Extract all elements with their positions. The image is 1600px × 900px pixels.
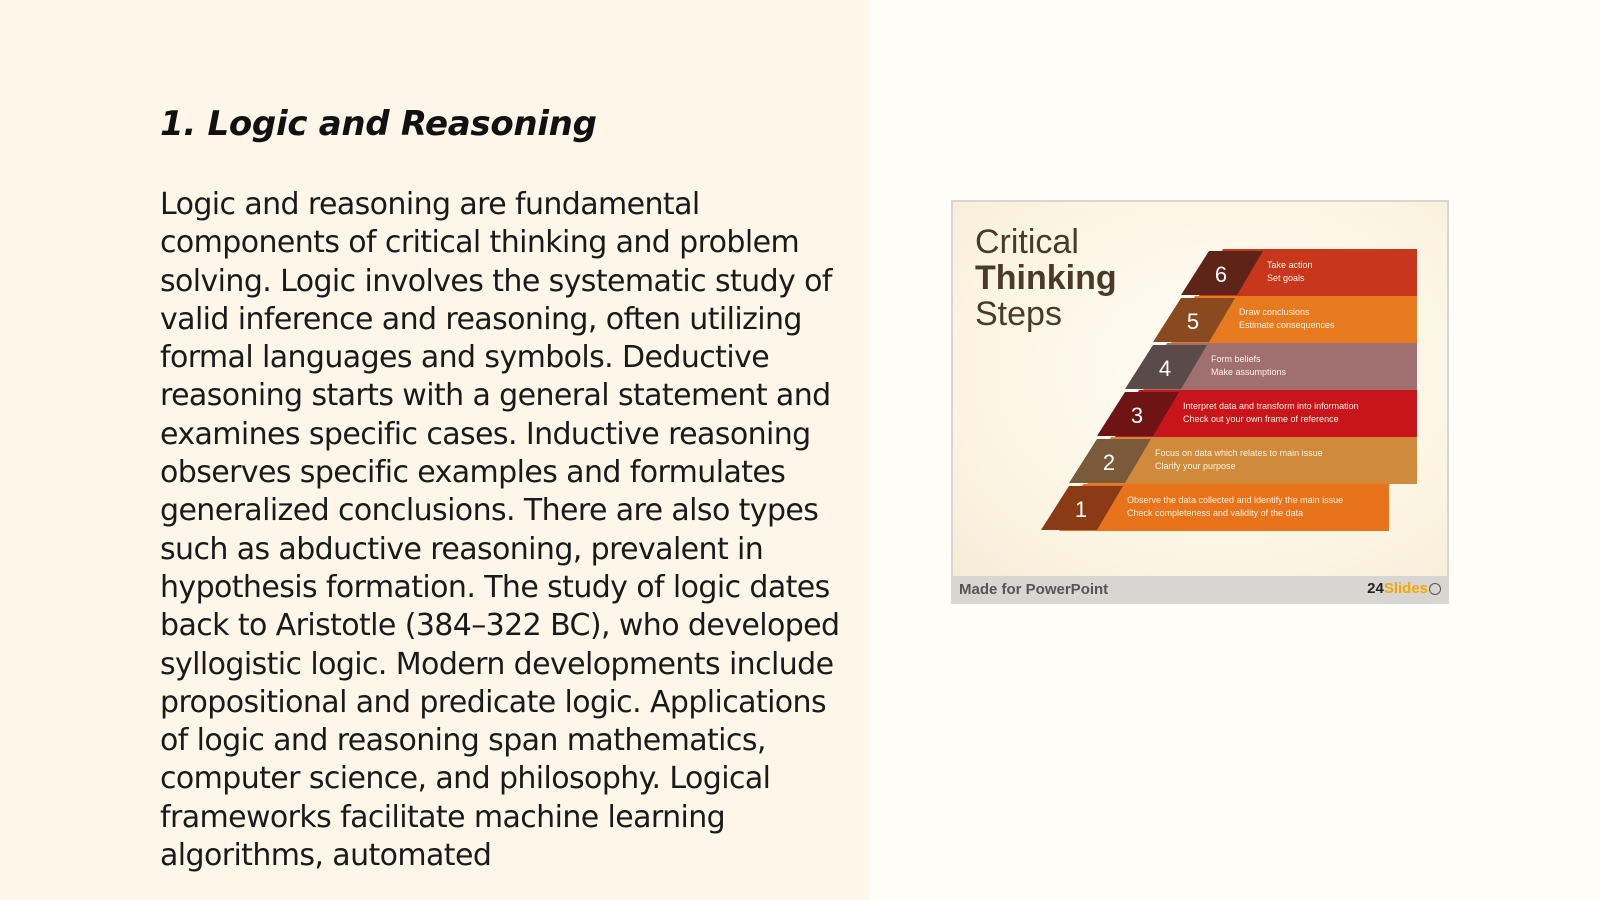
- step-number: 5: [1186, 309, 1200, 334]
- step-number: 2: [1102, 450, 1116, 475]
- figure-title-line3: Steps: [975, 295, 1062, 333]
- step-1: [1041, 484, 1389, 531]
- figure-title-line2: Thinking: [975, 259, 1117, 297]
- body-paragraph: Logic and reasoning are fundamental components of critical thinking and problem solving. Logic involves the systematic study of valid inference and reasoning, often utilizing formal languages and symbols. Deductive reasoning starts with a general statement and examines specific cases. Inductive reasoning observes specific examples and formulates generalized conclusions. There are also types such as abductive reasoning, prevalent in hypothesis formation. The study of logic dates back to Aristotle (384–322 BC), who developed syllogistic logic. Modern developments include propositional and predicate logic. Applications of logic and reasoning span mathematics, computer science, and philosophy. Logical frameworks facilitate machine learning algorithms, automated: [160, 187, 840, 874]
- footer-made-for: Made for PowerPoint: [959, 581, 1109, 598]
- step-3: [1097, 390, 1417, 437]
- step-6: [1181, 249, 1417, 296]
- step-line2: Set goals: [1267, 273, 1305, 283]
- figure-title-line1: Critical: [975, 223, 1079, 261]
- section-heading: 1. Logic and Reasoning: [160, 104, 597, 144]
- step-line2: Check completeness and validity of the data: [1127, 508, 1304, 518]
- steps-diagram: [953, 202, 1447, 576]
- step-line2: Clarify your purpose: [1155, 461, 1236, 471]
- step-line2: Estimate consequences: [1239, 320, 1335, 330]
- step-line1: Draw conclusions: [1239, 307, 1310, 317]
- critical-thinking-figure: [951, 200, 1449, 604]
- step-line1: Observe the data collected and identify the main issue: [1127, 495, 1344, 505]
- step-number: 3: [1130, 403, 1144, 428]
- footer-brand-logo: [1367, 580, 1441, 597]
- figure-footer: [953, 576, 1447, 602]
- step-4: [1125, 343, 1417, 390]
- brand-word: Slides: [1383, 580, 1428, 597]
- step-line1: Take action: [1267, 260, 1313, 270]
- step-line1: Focus on data which relates to main issue: [1155, 448, 1323, 458]
- step-5: [1153, 296, 1417, 343]
- step-line1: Interpret data and transform into information: [1183, 401, 1359, 411]
- step-line1: Form beliefs: [1211, 354, 1261, 364]
- step-line2: Make assumptions: [1211, 367, 1287, 377]
- brand-number: 24: [1367, 580, 1384, 597]
- step-number: 6: [1214, 262, 1228, 287]
- step-number: 1: [1074, 497, 1088, 522]
- step-2: [1069, 437, 1417, 484]
- step-line2: Check out your own frame of reference: [1183, 414, 1339, 424]
- clock-icon: [1429, 583, 1441, 595]
- step-number: 4: [1158, 356, 1172, 381]
